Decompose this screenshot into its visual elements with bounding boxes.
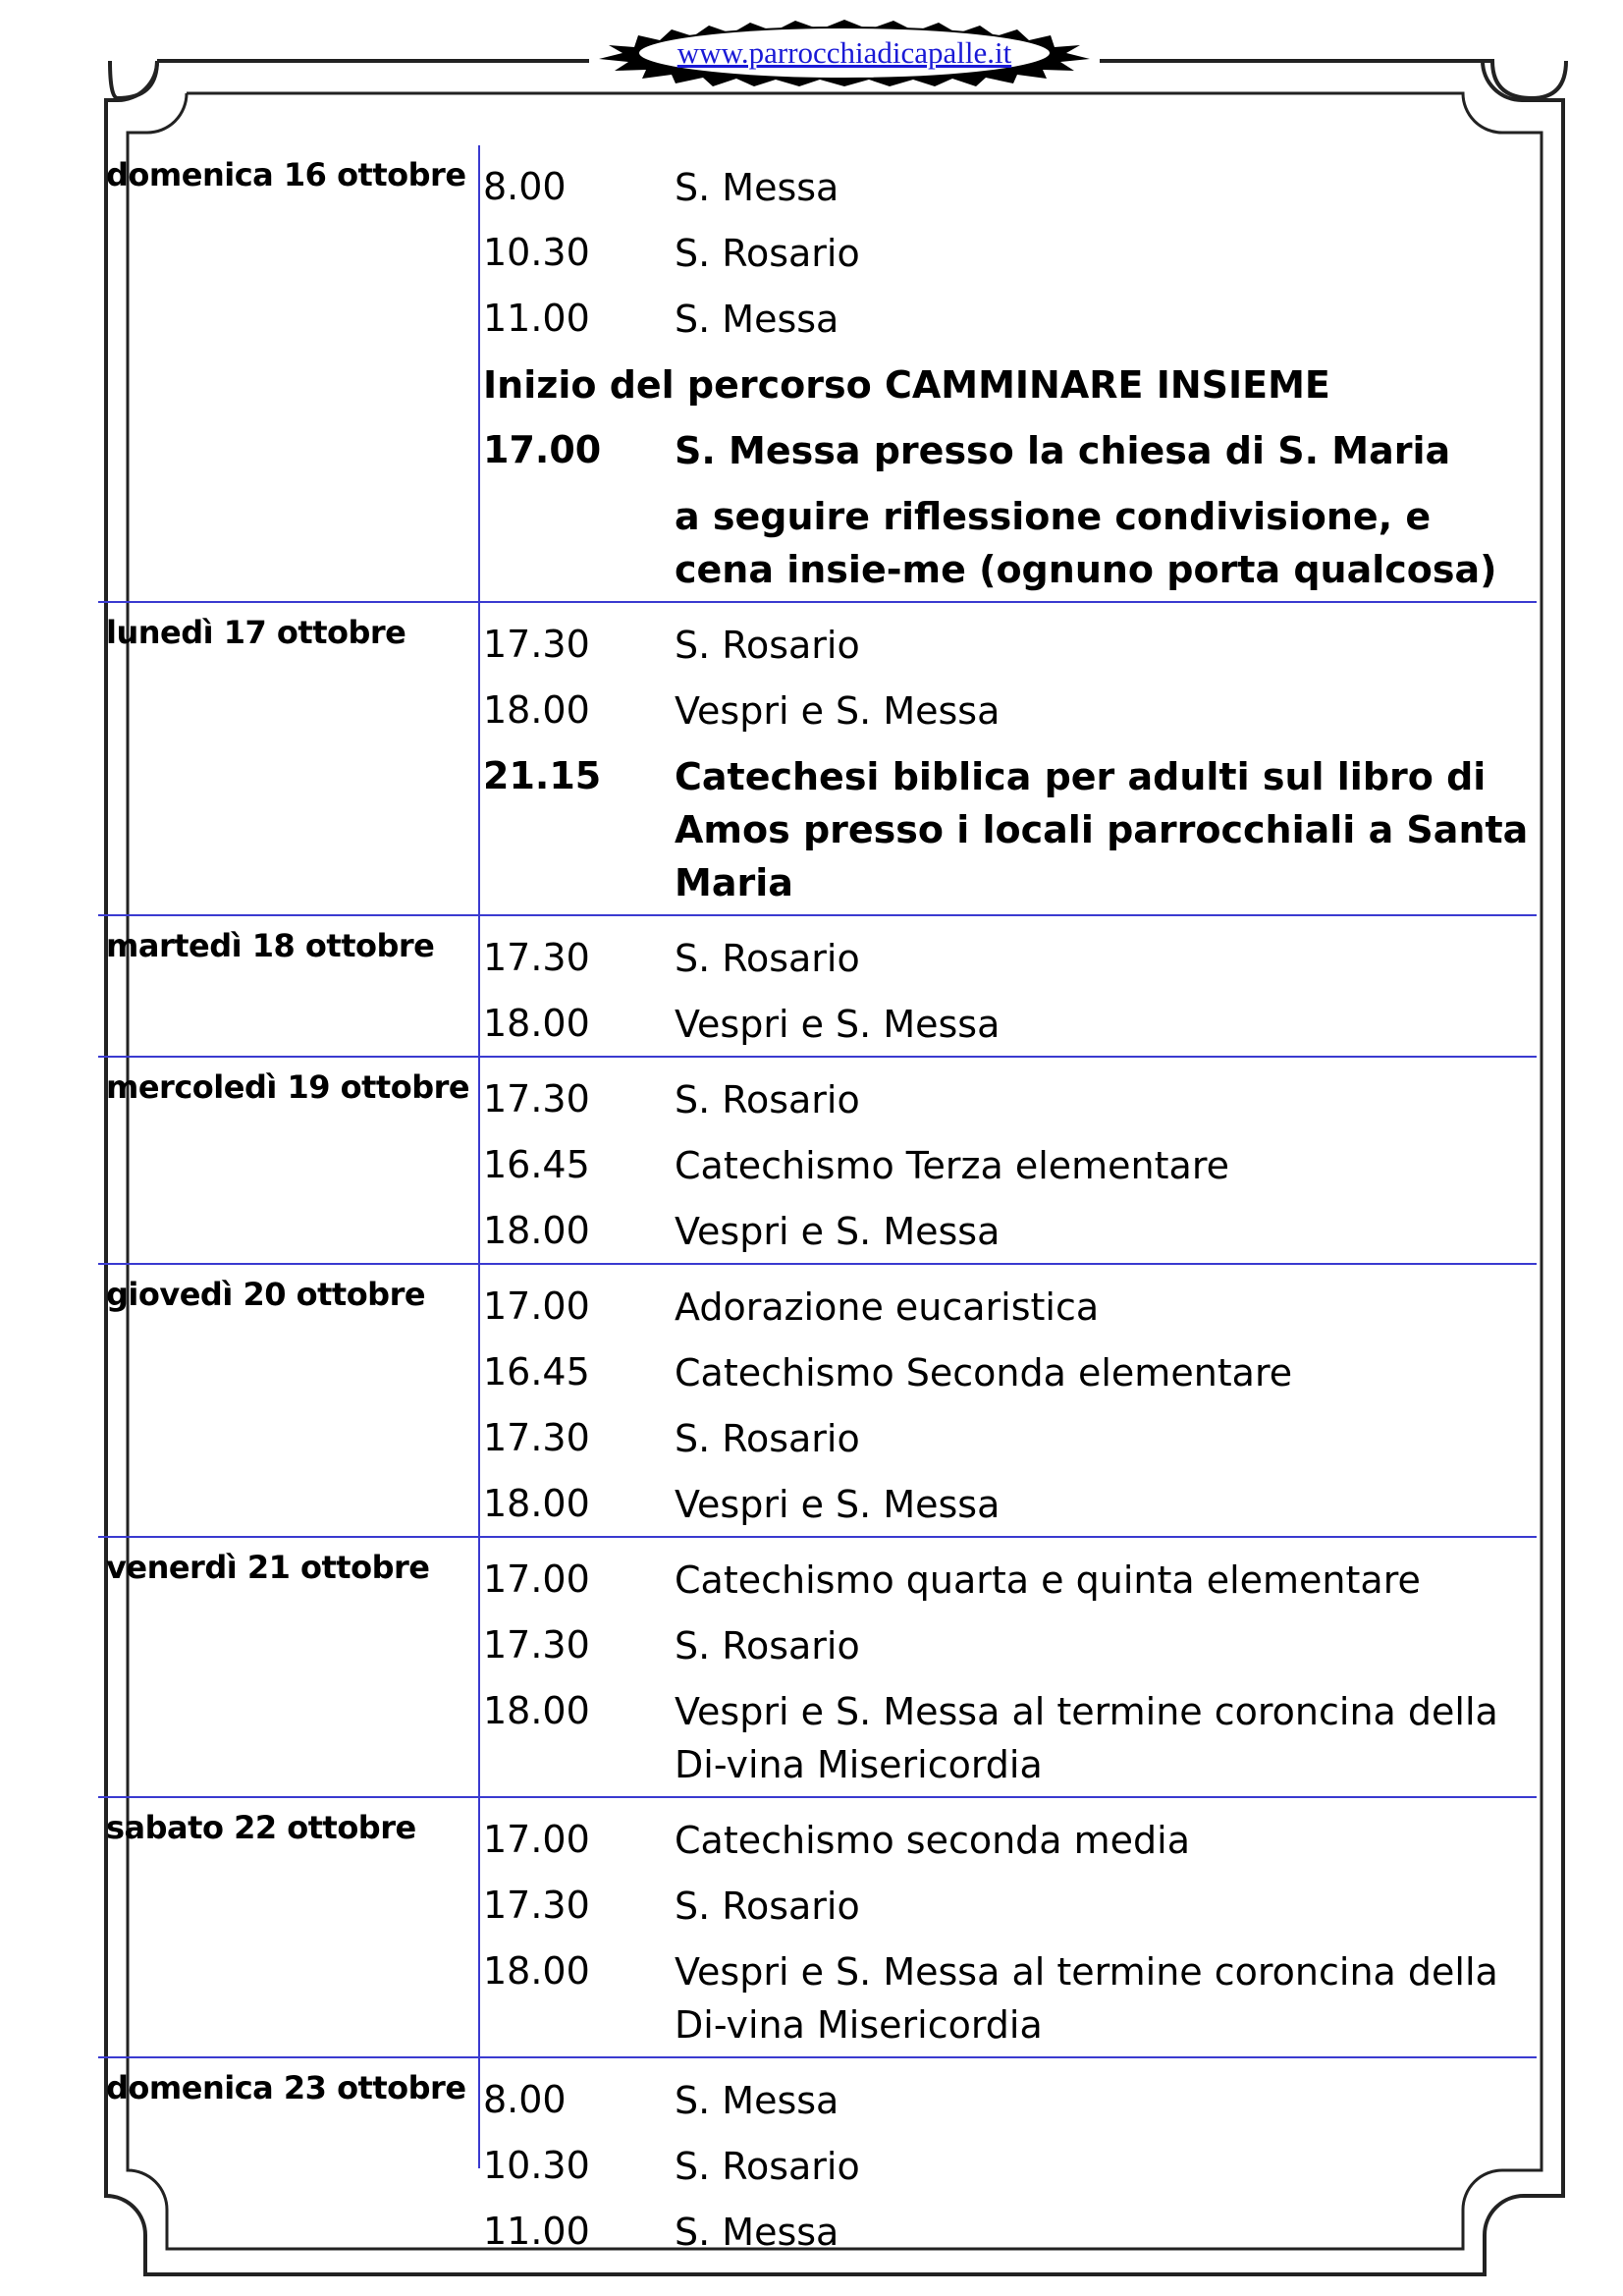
entry-time: 16.45 <box>483 1350 590 1394</box>
schedule-entry <box>483 412 1537 478</box>
schedule-entry <box>483 607 1537 673</box>
day-label: domenica 16 ottobre <box>106 156 466 193</box>
entry-time: 11.00 <box>483 297 590 340</box>
schedule-entry <box>483 347 1537 412</box>
day-block <box>98 1058 1537 1265</box>
entry-activity: S. Messa <box>675 298 839 341</box>
entry-time: 17.30 <box>483 623 590 666</box>
entry-activity: Catechismo Seconda elementare <box>675 1351 1293 1394</box>
entry-activity: Vespri e S. Messa <box>675 689 1001 733</box>
weekly-schedule <box>98 145 1537 2264</box>
schedule-entry <box>483 2194 1537 2260</box>
entry-activity: Vespri e S. Messa al termine coroncina della Di-vina Misericordia <box>675 1950 1498 2047</box>
entry-activity: S. Rosario <box>675 1624 860 1667</box>
schedule-entry <box>483 1400 1537 1466</box>
day-label: mercoledì 19 ottobre <box>106 1068 470 1106</box>
entry-activity: S. Rosario <box>675 1885 860 1928</box>
entry-time: 17.00 <box>483 428 602 471</box>
day-label: sabato 22 ottobre <box>106 1809 416 1846</box>
schedule-entry <box>483 215 1537 281</box>
entry-time: 10.30 <box>483 2144 590 2187</box>
day-label: venerdì 21 ottobre <box>106 1549 430 1586</box>
entry-time: 21.15 <box>483 754 602 797</box>
entry-activity: S. Messa presso la chiesa di S. Maria <box>675 429 1451 472</box>
schedule-entry <box>483 1466 1537 1532</box>
entry-activity: S. Messa <box>675 2211 839 2254</box>
schedule-entry <box>483 1269 1537 1335</box>
entry-activity: Vespri e S. Messa <box>675 1483 1001 1526</box>
day-label: domenica 23 ottobre <box>106 2069 466 2106</box>
day-block <box>98 1265 1537 1538</box>
entry-time: 17.30 <box>483 1884 590 1927</box>
schedule-entry <box>483 1062 1537 1127</box>
entry-activity: Catechismo seconda media <box>675 1819 1191 1862</box>
entry-time: 17.30 <box>483 1077 590 1121</box>
entry-activity: S. Rosario <box>675 624 860 667</box>
entry-time: 8.00 <box>483 165 567 208</box>
entry-time: 17.00 <box>483 1818 590 1861</box>
schedule-entry <box>483 1868 1537 1934</box>
entry-activity: Vespri e S. Messa <box>675 1003 1001 1046</box>
day-block <box>98 916 1537 1058</box>
schedule-entry <box>483 1542 1537 1608</box>
entry-activity: Catechismo Terza elementare <box>675 1144 1229 1187</box>
day-label: martedì 18 ottobre <box>106 927 435 964</box>
entry-activity: Catechesi biblica per adulti sul libro di Amos presso i locali parrocchiali a Santa Maria <box>675 755 1529 904</box>
schedule-entry <box>483 1934 1537 2052</box>
schedule-entry <box>483 478 1537 597</box>
entry-time: 11.00 <box>483 2210 590 2253</box>
entry-time: 18.00 <box>483 1689 590 1732</box>
schedule-entry <box>483 1335 1537 1400</box>
entry-time: 16.45 <box>483 1143 590 1186</box>
entry-time: 18.00 <box>483 688 590 732</box>
entry-activity: S. Rosario <box>675 2145 860 2188</box>
day-block <box>98 1538 1537 1798</box>
entry-activity: S. Messa <box>675 166 839 209</box>
entry-time: 10.30 <box>483 231 590 274</box>
entry-activity: Vespri e S. Messa <box>675 1210 1001 1253</box>
day-label: lunedì 17 ottobre <box>106 614 406 651</box>
schedule-entry <box>483 281 1537 347</box>
schedule-entry <box>483 673 1537 738</box>
entry-activity: S. Rosario <box>675 1417 860 1460</box>
schedule-entry <box>483 1673 1537 1792</box>
entry-activity: Vespri e S. Messa al termine coroncina della Di-vina Misericordia <box>675 1690 1498 1786</box>
entry-activity: S. Rosario <box>675 1078 860 1121</box>
schedule-entry <box>483 1802 1537 1868</box>
entry-time: 8.00 <box>483 2078 567 2121</box>
entry-time: 17.30 <box>483 1416 590 1459</box>
schedule-entry <box>483 920 1537 986</box>
entry-activity: S. Messa <box>675 2079 839 2122</box>
entry-time: 17.30 <box>483 1623 590 1667</box>
schedule-entry <box>483 1127 1537 1193</box>
schedule-entry <box>483 738 1537 910</box>
schedule-entry <box>483 2062 1537 2128</box>
entry-time: 17.00 <box>483 1285 590 1328</box>
entry-time: 18.00 <box>483 1002 590 1045</box>
day-block <box>98 145 1537 603</box>
entry-time: 18.00 <box>483 1482 590 1525</box>
entry-time: 17.00 <box>483 1558 590 1601</box>
website-link[interactable]: www.parrocchiadicapalle.it <box>676 35 1012 70</box>
day-label: giovedì 20 ottobre <box>106 1276 426 1313</box>
day-block <box>98 2058 1537 2264</box>
schedule-entry <box>483 986 1537 1052</box>
entry-activity: Inizio del percorso CAMMINARE INSIEME <box>483 363 1330 407</box>
entry-time: 18.00 <box>483 1209 590 1252</box>
schedule-entry <box>483 1193 1537 1259</box>
entry-activity: S. Rosario <box>675 937 860 980</box>
entry-time: 18.00 <box>483 1949 590 1993</box>
entry-activity: Catechismo quarta e quinta elementare <box>675 1558 1421 1602</box>
entry-activity: S. Rosario <box>675 232 860 275</box>
day-block <box>98 603 1537 916</box>
schedule-entry <box>483 149 1537 215</box>
entry-time: 17.30 <box>483 936 590 979</box>
day-block <box>98 1798 1537 2058</box>
entry-activity: Adorazione eucaristica <box>675 1285 1100 1329</box>
entry-activity: a seguire riflessione condivisione, e cena insie-me (ognuno porta qualcosa) <box>675 495 1497 591</box>
schedule-entry <box>483 2128 1537 2194</box>
schedule-entry <box>483 1608 1537 1673</box>
